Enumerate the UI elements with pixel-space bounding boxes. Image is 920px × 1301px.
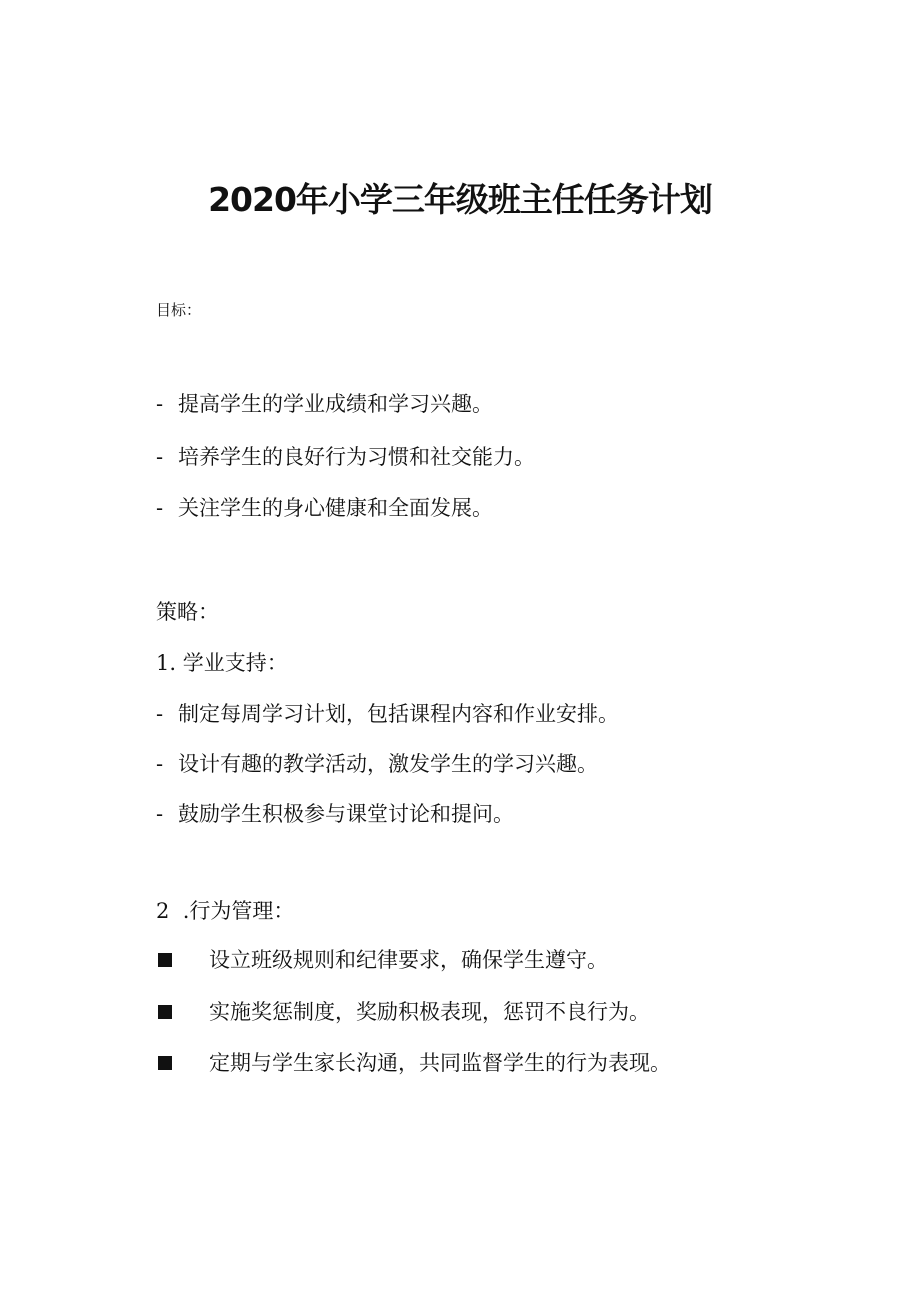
goal-item-text: 关注学生的身心健康和全面发展。 xyxy=(178,496,493,520)
dash-mark: - xyxy=(156,392,164,416)
document-title: 2020年小学三年级班主任任务计划 xyxy=(208,180,712,219)
dash-mark: - xyxy=(156,702,164,726)
section2-item-text: 设立班级规则和纪律要求，确保学生遵守。 xyxy=(209,948,608,972)
goals-heading: 目标： xyxy=(156,301,202,319)
section2-item-text: 定期与学生家长沟通，共同监督学生的行为表现。 xyxy=(209,1051,671,1075)
dash-mark: - xyxy=(156,445,164,469)
section2-item xyxy=(158,997,650,1027)
section1-item-text: 制定每周学习计划，包括课程内容和作业安排。 xyxy=(178,702,619,726)
square-bullet-icon xyxy=(158,1005,172,1019)
section2-item xyxy=(158,1048,671,1078)
goal-item xyxy=(156,442,535,472)
section1-item xyxy=(156,699,619,729)
section2-item xyxy=(158,945,608,975)
dash-mark: - xyxy=(156,802,164,826)
section1-item-text: 设计有趣的教学活动，激发学生的学习兴趣。 xyxy=(178,752,598,776)
section1-item xyxy=(156,749,598,779)
section2-heading: 2 .行为管理： xyxy=(156,899,295,923)
goal-item xyxy=(156,389,493,419)
section1-item-text: 鼓励学生积极参与课堂讨论和提问。 xyxy=(178,802,514,826)
section1-heading: 1. 学业支持： xyxy=(156,651,288,675)
square-bullet-icon xyxy=(158,1056,172,1070)
strategy-heading: 策略： xyxy=(156,600,219,624)
goal-item xyxy=(156,493,493,523)
section1-item xyxy=(156,799,514,829)
goal-item-text: 培养学生的良好行为习惯和社交能力。 xyxy=(178,445,535,469)
section2-item-text: 实施奖惩制度，奖励积极表现，惩罚不良行为。 xyxy=(209,1000,650,1024)
dash-mark: - xyxy=(156,496,164,520)
goal-item-text: 提高学生的学业成绩和学习兴趣。 xyxy=(178,392,493,416)
dash-mark: - xyxy=(156,752,164,776)
square-bullet-icon xyxy=(158,953,172,967)
